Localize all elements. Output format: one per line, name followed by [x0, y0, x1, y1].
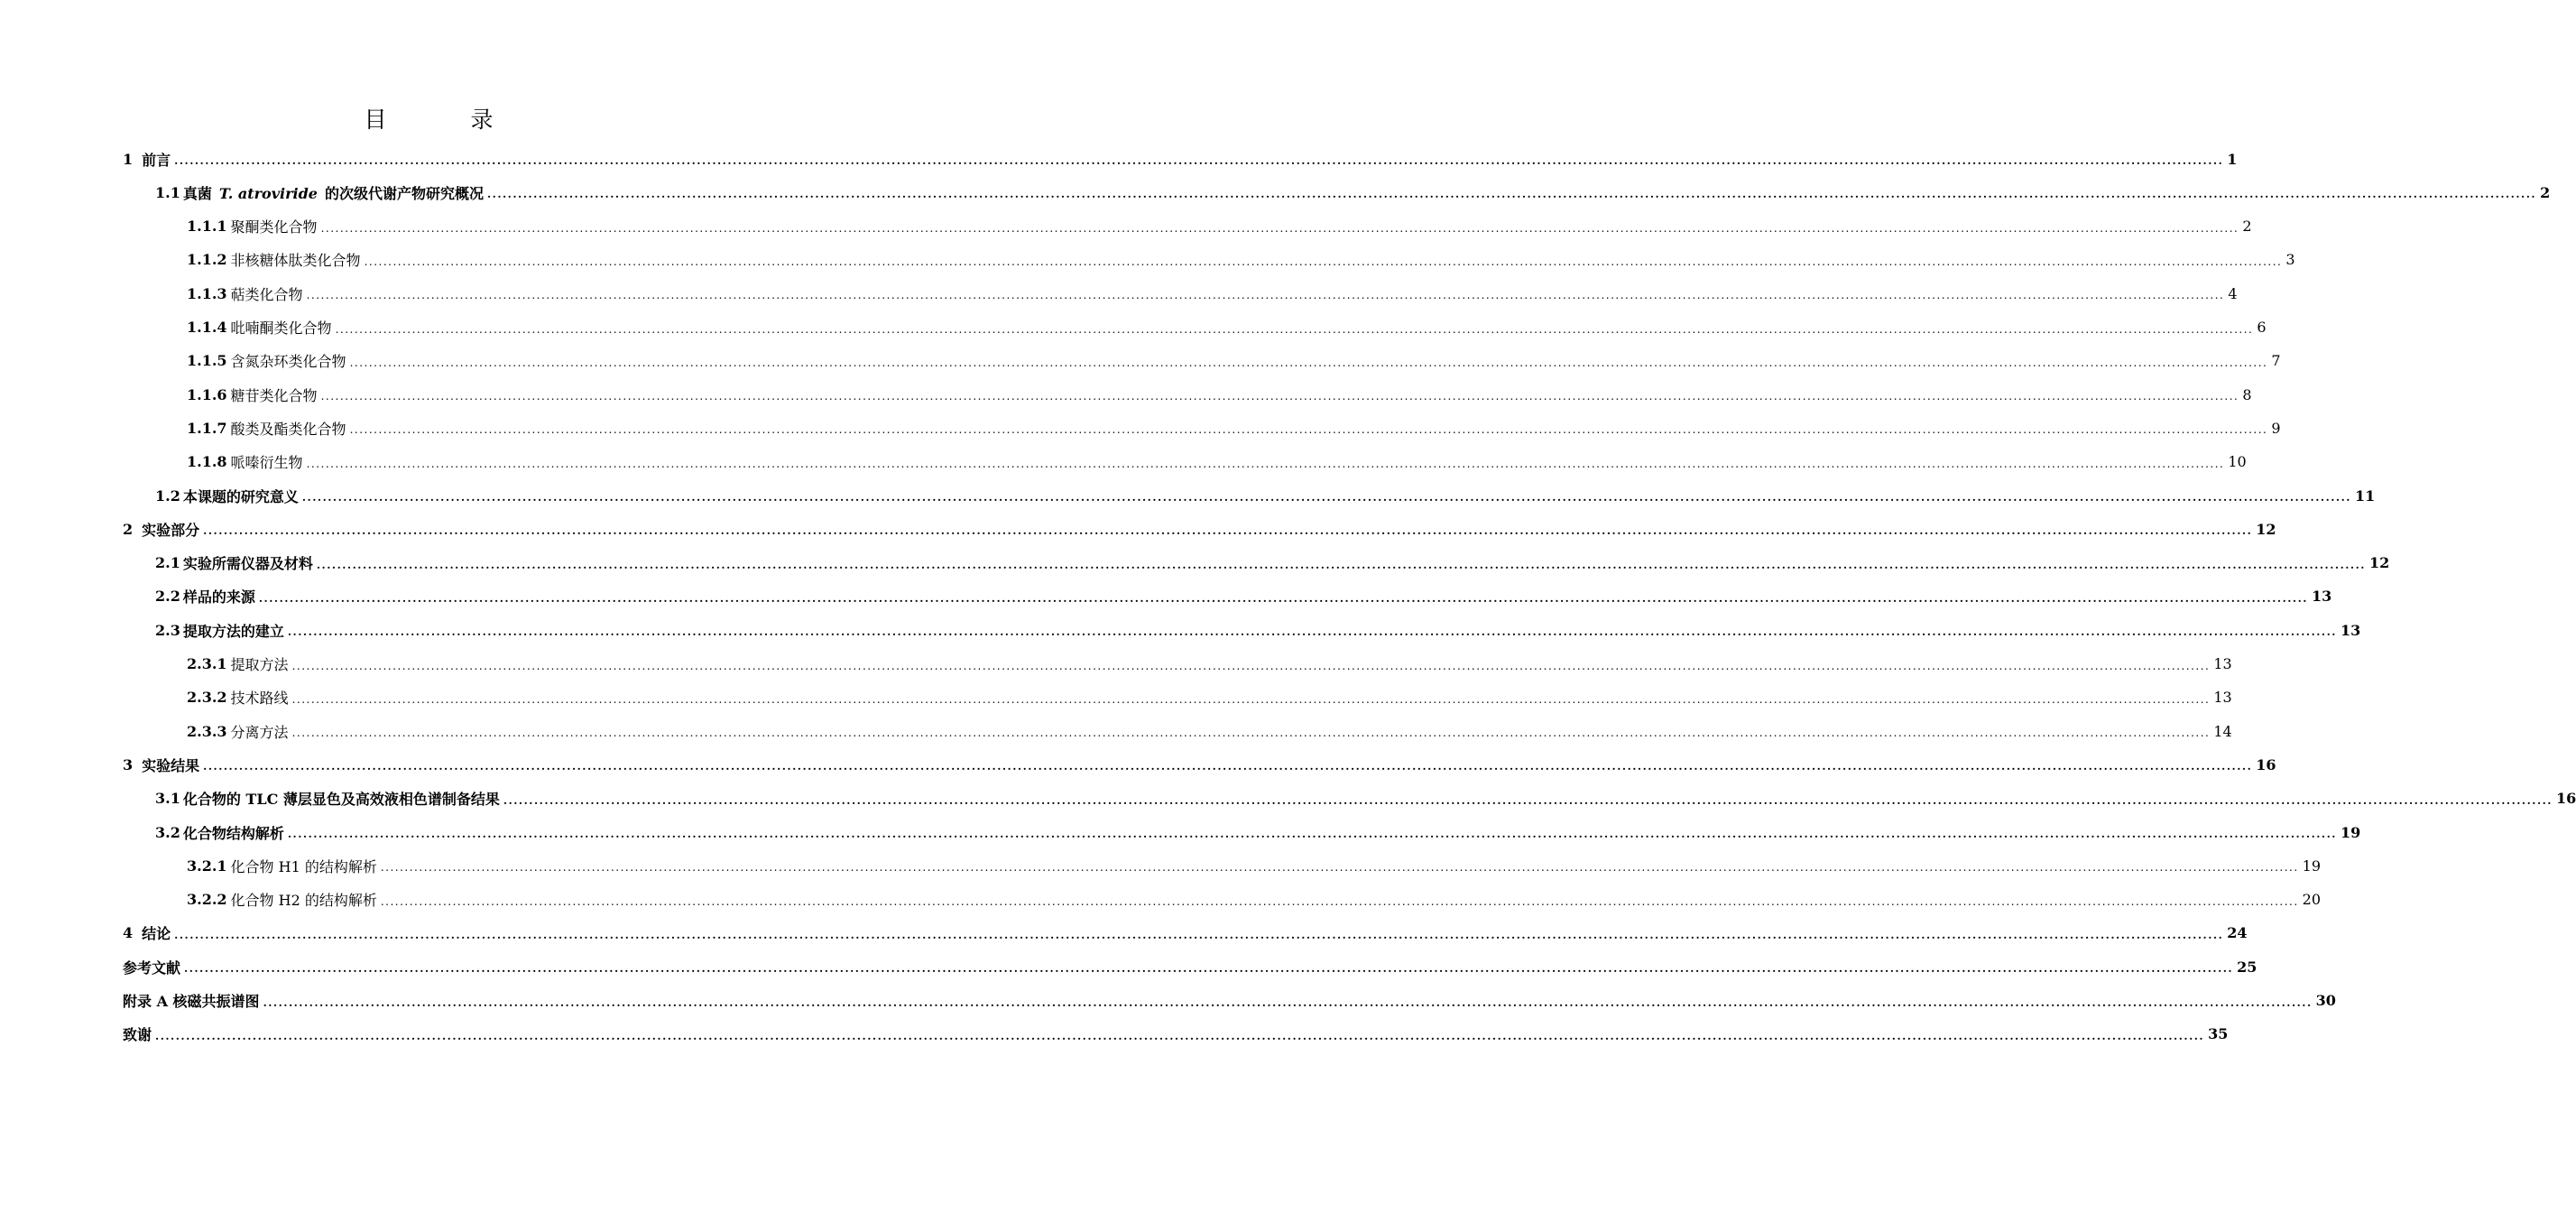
- toc-entry-page-number: 12: [2256, 520, 2276, 538]
- toc-dot-leader: ................................................................................................................................................................................................................................................................................................................................................................................................................: [301, 491, 2351, 504]
- toc-entry-page-number: 11: [2354, 486, 2376, 505]
- toc-entry-page-number: 10: [2228, 453, 2247, 471]
- toc-entry-number: 1.1.6: [187, 385, 227, 403]
- toc-entry-page-number: 13: [2340, 621, 2361, 639]
- toc-entry-title: 哌嗪衍生物: [230, 454, 303, 472]
- toc-entry[interactable]: [123, 917, 2248, 949]
- toc-entry[interactable]: [187, 412, 2281, 444]
- toc-entry-title: 实验部分: [142, 521, 200, 539]
- toc-entry-number: 2.3.2: [187, 689, 227, 707]
- toc-entry-title: 吡喃酮类化合物: [230, 319, 332, 337]
- toc-entry[interactable]: [155, 580, 2332, 613]
- toc-entry-number: 3.2.1: [187, 857, 227, 875]
- toc-entry-page-number: 2: [2242, 218, 2252, 236]
- toc-dot-leader: ................................................................................................................................................................................................................................................................................................................................................................................................................: [380, 861, 2299, 875]
- toc-entry[interactable]: [187, 378, 2252, 411]
- toc-entry[interactable]: [155, 479, 2376, 512]
- toc-dot-leader: ................................................................................................................................................................................................................................................................................................................................................................................................................: [380, 894, 2299, 908]
- toc-entry-number: 1.1.2: [187, 251, 227, 269]
- toc-entry-number: 1.1: [155, 183, 180, 201]
- toc-entry[interactable]: [155, 176, 2551, 208]
- toc-entry-number: 2.3.3: [187, 722, 227, 740]
- toc-dot-leader: ................................................................................................................................................................................................................................................................................................................................................................................................................: [335, 322, 2254, 336]
- toc-entry-title: 致谢: [123, 1026, 152, 1044]
- toc-entry[interactable]: [187, 345, 2281, 377]
- toc-dot-leader: ................................................................................................................................................................................................................................................................................................................................................................................................................: [291, 659, 2211, 672]
- toc-entry-page-number: 16: [2555, 790, 2576, 808]
- toc-entry-title: 真菌 T. atroviride 的次级代谢产物研究概况: [182, 184, 484, 202]
- toc-dot-leader: ................................................................................................................................................................................................................................................................................................................................................................................................................: [174, 154, 2224, 167]
- toc-entry-page-number: 35: [2208, 1025, 2229, 1043]
- toc-entry-number: 2.3: [155, 621, 180, 639]
- toc-entry[interactable]: [187, 715, 2232, 747]
- toc-entry-title: 萜类化合物: [230, 285, 303, 303]
- toc-entry[interactable]: [187, 311, 2267, 344]
- toc-entry-number: 1.1.1: [187, 218, 227, 236]
- toc-entry-number: 1.2: [155, 486, 180, 505]
- toc-entry-page-number: 1: [2227, 150, 2238, 168]
- toc-entry-number: 2.3.1: [187, 655, 227, 672]
- toc-entry-title: 化合物 H2 的结构解析: [230, 892, 377, 910]
- toc-entry[interactable]: [187, 884, 2321, 916]
- toc-dot-leader: ................................................................................................................................................................................................................................................................................................................................................................................................................: [203, 760, 2253, 773]
- toc-entry-page-number: 20: [2302, 891, 2321, 909]
- toc-dot-leader: ................................................................................................................................................................................................................................................................................................................................................................................................................: [184, 962, 2234, 976]
- toc-entry-page-number: 2: [2540, 183, 2551, 201]
- toc-entry[interactable]: [187, 648, 2232, 681]
- toc-entry-page-number: 12: [2368, 554, 2390, 572]
- toc-entry[interactable]: [155, 547, 2390, 579]
- toc-entry-page-number: 13: [2311, 588, 2332, 606]
- toc-entry-title: 样品的来源: [182, 588, 255, 606]
- toc-dot-leader: ................................................................................................................................................................................................................................................................................................................................................................................................................: [291, 692, 2211, 706]
- toc-dot-leader: ................................................................................................................................................................................................................................................................................................................................................................................................................: [320, 221, 2239, 235]
- toc-entry-title: 非核糖体肽类化合物: [230, 252, 361, 270]
- toc-entry[interactable]: [187, 446, 2247, 478]
- toc-entry-number: 1.1.5: [187, 352, 227, 370]
- toc-dot-leader: ................................................................................................................................................................................................................................................................................................................................................................................................................: [349, 423, 2268, 437]
- toc-entry-page-number: 3: [2285, 251, 2295, 269]
- toc-entry-page-number: 7: [2271, 352, 2281, 370]
- toc-entry[interactable]: [123, 950, 2257, 983]
- toc-entry-title: 结论: [142, 925, 171, 943]
- toc-entry-number: 1.1.3: [187, 284, 227, 302]
- toc-entry[interactable]: [155, 816, 2361, 848]
- toc-entry[interactable]: [155, 782, 2576, 815]
- toc-entry-page-number: 6: [2257, 319, 2267, 336]
- toc-entry-page-number: 13: [2213, 655, 2232, 672]
- toc-entry-title: 含氮杂环类化合物: [230, 353, 346, 371]
- toc-dot-leader: ................................................................................................................................................................................................................................................................................................................................................................................................................: [320, 390, 2239, 403]
- toc-dot-leader: ................................................................................................................................................................................................................................................................................................................................................................................................................: [203, 524, 2253, 538]
- toc-entry-number: 3.1: [155, 790, 180, 808]
- toc-entry[interactable]: [123, 1018, 2229, 1051]
- toc-entry[interactable]: [187, 849, 2321, 882]
- toc-entry[interactable]: [187, 210, 2252, 243]
- toc-entry[interactable]: [187, 681, 2232, 714]
- toc-entry-number: 1.1.4: [187, 319, 227, 336]
- toc-entry-page-number: 19: [2302, 857, 2321, 875]
- toc-entry-title: 聚酮类化合物: [230, 218, 318, 236]
- toc-entry-species-name: T. atroviride: [218, 184, 318, 202]
- toc-dot-leader: ................................................................................................................................................................................................................................................................................................................................................................................................................: [316, 558, 2366, 571]
- toc-entry-number: 1.1.8: [187, 453, 227, 471]
- toc-entry-page-number: 4: [2228, 284, 2238, 302]
- toc-entry-number: 2: [123, 520, 134, 538]
- toc-dot-leader: ................................................................................................................................................................................................................................................................................................................................................................................................................: [503, 793, 2553, 807]
- toc-dot-leader: ................................................................................................................................................................................................................................................................................................................................................................................................................: [287, 625, 2337, 639]
- toc-entry-page-number: 19: [2340, 823, 2361, 841]
- toc-entry-page-number: 25: [2237, 958, 2257, 976]
- toc-entry-number: 3.2.2: [187, 891, 227, 909]
- toc-entry-title: 技术路线: [230, 690, 289, 708]
- toc-entry-number: 3.2: [155, 823, 180, 841]
- toc-entry[interactable]: [155, 614, 2361, 646]
- toc-entry-title: 前言: [142, 151, 171, 169]
- page-title: 目 录: [364, 106, 524, 133]
- toc-dot-leader: ................................................................................................................................................................................................................................................................................................................................................................................................................: [258, 591, 2308, 605]
- toc-entry[interactable]: [123, 143, 2238, 175]
- toc-dot-leader: ................................................................................................................................................................................................................................................................................................................................................................................................................: [263, 995, 2313, 1009]
- toc-entry[interactable]: [123, 748, 2276, 781]
- toc-entry-title: 参考文献: [123, 958, 181, 977]
- toc-entry-title: 分离方法: [230, 723, 289, 741]
- toc-entry[interactable]: [187, 244, 2295, 276]
- toc-entry-page-number: 14: [2213, 722, 2232, 740]
- toc-entry-number: 1: [123, 150, 134, 168]
- toc-dot-leader: ................................................................................................................................................................................................................................................................................................................................................................................................................: [174, 928, 2224, 941]
- toc-entry-number: 2.1: [155, 554, 180, 572]
- toc-entry[interactable]: [123, 513, 2276, 545]
- toc-entry-number: 4: [123, 924, 134, 942]
- toc-entry-title: 本课题的研究意义: [182, 487, 299, 505]
- toc-entry-title: 实验结果: [142, 756, 200, 774]
- toc-entry-title: 实验所需仪器及材料: [182, 555, 313, 573]
- toc-dot-leader: ................................................................................................................................................................................................................................................................................................................................................................................................................: [306, 457, 2225, 470]
- toc-entry-title: 附录 A 核磁共振谱图: [123, 993, 260, 1010]
- toc-dot-leader: ................................................................................................................................................................................................................................................................................................................................................................................................................: [364, 255, 2283, 268]
- toc-entry-title: 糖苷类化合物: [230, 386, 318, 404]
- toc-dot-leader: ................................................................................................................................................................................................................................................................................................................................................................................................................: [349, 356, 2268, 369]
- toc-entry-page-number: 13: [2213, 689, 2232, 707]
- toc-dot-leader: ................................................................................................................................................................................................................................................................................................................................................................................................................: [287, 828, 2337, 840]
- toc-dot-leader: ................................................................................................................................................................................................................................................................................................................................................................................................................: [155, 1029, 2205, 1042]
- toc-dot-leader: ................................................................................................................................................................................................................................................................................................................................................................................................................: [306, 289, 2225, 302]
- toc-entry-title: 化合物结构解析: [182, 824, 284, 842]
- toc-entry-page-number: 9: [2271, 419, 2281, 437]
- toc-entry-page-number: 30: [2315, 992, 2336, 1009]
- toc-entry-title: 化合物 H1 的结构解析: [230, 857, 377, 875]
- toc-entry-number: 2.2: [155, 588, 180, 606]
- toc-entry-title: 化合物的 TLC 薄层显色及高效液相色谱制备结果: [182, 791, 500, 809]
- toc-entry-page-number: 8: [2242, 385, 2252, 403]
- toc-entry-page-number: 16: [2256, 755, 2276, 773]
- toc-entry-title: 提取方法: [230, 656, 289, 673]
- toc-entry-page-number: 24: [2227, 924, 2248, 942]
- toc-dot-leader: ................................................................................................................................................................................................................................................................................................................................................................................................................: [486, 188, 2537, 201]
- toc-entry[interactable]: [187, 277, 2238, 310]
- toc-entry-title: 提取方法的建立: [182, 622, 284, 640]
- toc-entry[interactable]: [123, 985, 2336, 1017]
- toc-dot-leader: ................................................................................................................................................................................................................................................................................................................................................................................................................: [291, 727, 2211, 740]
- toc-entry-number: 1.1.7: [187, 419, 227, 437]
- toc-entry-number: 3: [123, 755, 134, 773]
- toc-entry-title: 酸类及酯类化合物: [230, 420, 346, 438]
